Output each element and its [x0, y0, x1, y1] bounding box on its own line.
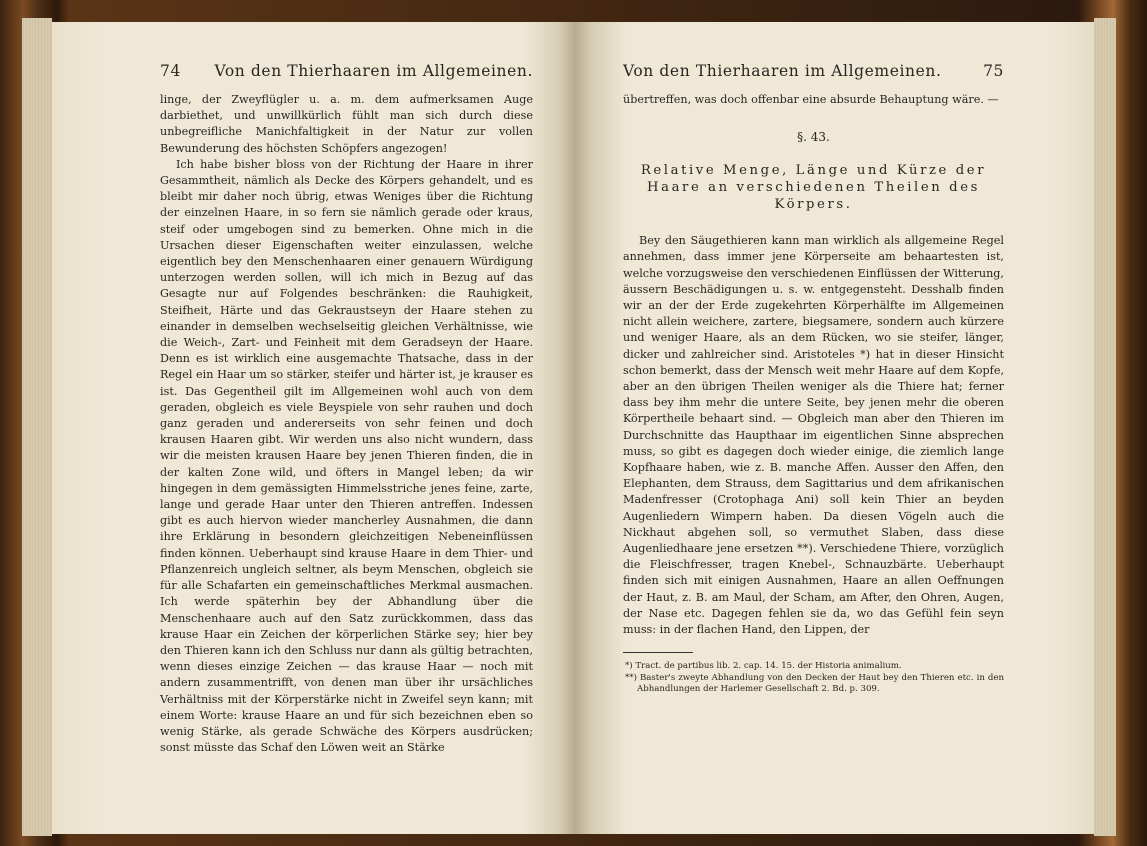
section-title-line-3: Körpers. [774, 197, 853, 213]
footnotes [623, 661, 1004, 696]
right-page [575, 22, 1094, 834]
section-title [623, 162, 1004, 213]
right-page-header [623, 62, 1004, 80]
right-opening-text: übertreffen, was doch offenbar eine absurde Behauptung wäre. — [623, 93, 999, 106]
page-edges-left [22, 18, 52, 836]
footnote-1: *) Tract. de partibus lib. 2. cap. 14. 15. der Historia animalium. [625, 661, 902, 672]
section-title-line-1: Relative Menge, Länge und Kürze der [640, 163, 987, 179]
footnote-rule [623, 652, 693, 653]
right-paragraph: Bey den Säugethieren kann man wirklich als allgemeine Regel annehmen, dass immer jene Körperseite am behaartesten ist, welche vorzugsweise den verschiedenen Einflüssen der Witterung, äussern Beschädigungen u. s. w. entgegensteht. Desshalb finden wir an der der Erde zugekehrten Körperhälfte im Allgemeinen nicht allein weichere, zartere, biegsamere, sondern auch kürzere und weniger Haare, als an dem Rücken, wo sie steifer, länger, dicker und zahlreicher sind. Aristoteles *) hat in dieser Hinsicht schon bemerkt, dass der Mensch weit mehr Haare auf dem Kopfe, aber an den übrigen Theilen weniger als die Thiere hat; ferner dass bey ihm mehr die untere Seite, bey jenen mehr die oberen Körpertheile behaart sind. — Obgleich man aber den Thieren im Durchschnitte das Haupthaar im eigentlichen Sinne absprechen muss, so gibt es dagegen doch wieder einige, die ziemlich lange Kopfhaare haben, wie z. B. manche Affen. Ausser den Affen, den Elephanten, dem Strauss, dem Sagittarius und dem afrikanischen Madenfresser (Crotophaga Ani) soll kein Thier an beyden Augenliedern Wimpern haben. Da diesen Vögeln auch die Nickhaut abgehen soll, so vermuthet Slaben, dass diese Augenliedhaare jene ersetzen **). Verschiedene Thiere, vorzüglich die Fleischfresser, tragen Knebel-, Schnauzbärte. Ueberhaupt finden sich mit einigen Ausnahmen, Haare an allen Oeffnungen der Haut, z. B. am Maul, der Scham, am After, den Ohren, Augen, der Nase etc. Dagegen fehlen sie da, wo das Gefühl fein seyn muss: in der flachen Hand, den Lippen, der [623, 234, 1004, 637]
left-paragraph-2: Ich habe bisher bloss von der Richtung der Haare in ihrer Gesammtheit, nämlich als Decke des Körpers gehandelt, und es bleibt mir daher noch übrig, etwas Weniges über die Richtung der einzelnen Haare, in so fern sie nämlich gerade oder kraus, steif oder umgebogen sind zu bemerken. Ohne mich in die Ursachen dieser Eigenschaften weiter einzulassen, welche eigentlich bey den Menschenhaaren einer genauern Würdigung unterzogen werden sollen, will ich mich in Bezug auf das Gesagte nur auf Folgendes beschränken: die Rauhigkeit, Steifheit, Härte und das Gekraustseyn der Haare stehen zu einander in demselben wechselseitig gleichen Verhältnisse, wie die Weich-, Zart- und Feinheit mit dem Geradseyn der Haare. Denn es ist wirklich eine ausgemachte Thatsache, dass in der Regel ein Haar um so stärker, steifer und härter ist, je krauser es ist. Das Gegentheil gilt im Allgemeinen wohl auch von dem geraden, obgleich es viele Beyspiele von sehr rauhen und doch ganz geraden und andererseits von sehr feinen und doch krausen Haaren gibt. Wir werden uns also nicht wundern, dass wir die meisten krausen Haare bey jenen Thieren finden, die in der kalten Zone wild, und öfters in Mangel leben; da wir hingegen in dem gemässigten Himmelsstriche jenes feine, zarte, lange und gerade Haar unter den Thieren antreffen. Indessen gibt es auch hiervon wieder mancherley Ausnahmen, die dann ihre Erklärung in besondern gleichzeitigen Nebeneinflüssen finden können. Ueberhaupt sind krause Haare in dem Thier- und Pflanzenreich ungleich seltner, als beym Menschen, obgleich sie für alle Schafarten ein gemeinschaftliches Merkmal ausmachen. Ich werde späterhin bey der Abhandlung über die Menschenhaare auch auf den Satz zurückkommen, dass das krause Haar ein Zeichen der körperlichen Stärke sey; hier bey den Thieren kann ich den Schluss nur dann als gültig betrachten, wenn dieses einzige Zeichen — das krause Haar — noch mit andern zusammentrifft, von denen man über ihr ursächliches Verhältniss mit der Körperstärke nicht in Zweifel seyn kann; mit einem Worte: krause Haare an und für sich bezeichnen eben so wenig Stärke, als gerade Schwäche des Körpers ausdrücken; sonst müsste das Schaf den Löwen weit an Stärke [160, 157, 533, 755]
left-page-body [160, 92, 533, 756]
right-page-number: 75 [983, 62, 1004, 80]
section-title-line-2: Haare an verschiedenen Theilen des [647, 180, 980, 196]
left-running-head: Von den Thierhaaren im Allgemeinen. [214, 62, 533, 80]
right-page-body [623, 92, 1004, 696]
page-edges-right [1094, 18, 1116, 836]
left-page [52, 22, 575, 834]
section-number: §. 43. [797, 130, 830, 145]
left-paragraph-1: linge, der Zweyflügler u. a. m. dem aufmerksamen Auge darbiethet, und unwillkürlich fühlt man sich durch diese unbegreifliche Manichfaltigkeit in der Natur zur vollen Bewunderung des höchsten Schöpfers angezogen! [160, 93, 533, 155]
left-page-number: 74 [160, 62, 181, 80]
footnote-2: **) Baster's zweyte Abhandlung von den Decken der Haut bey den Thieren etc. in den Abhandlungen der Harlemer Gesellschaft 2. Bd. p. 309. [625, 672, 1004, 695]
left-page-header [160, 62, 533, 80]
right-running-head: Von den Thierhaaren im Allgemeinen. [623, 62, 942, 80]
